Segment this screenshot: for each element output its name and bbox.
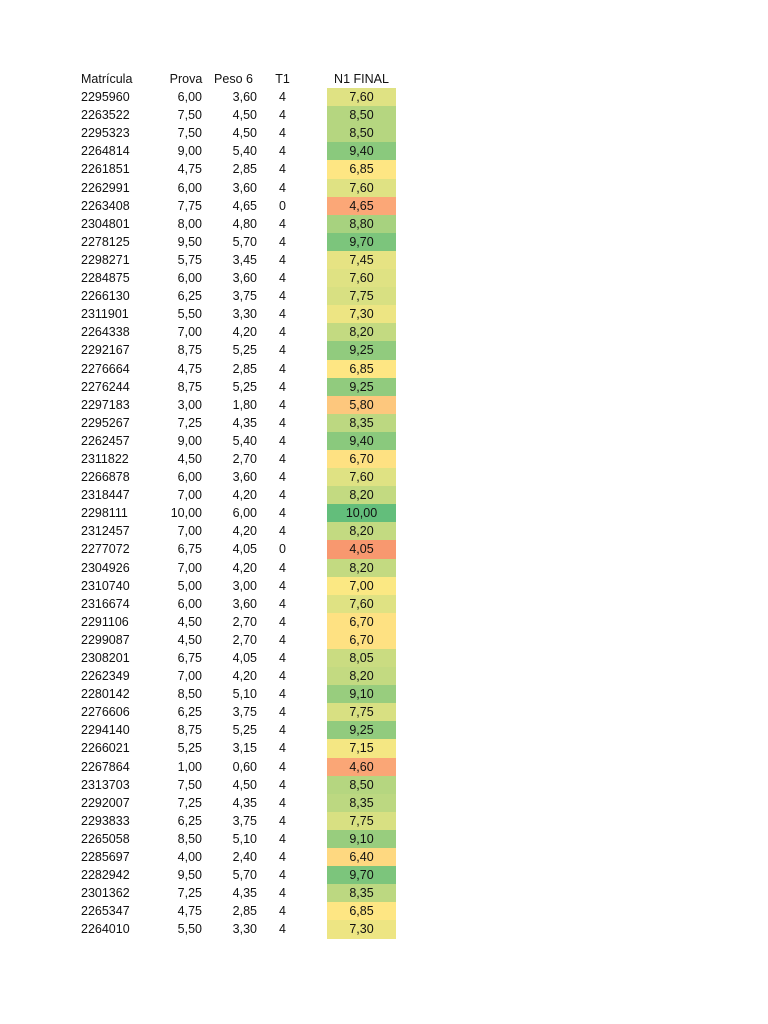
cell-prova: 7,00 [177, 488, 202, 503]
table-row [78, 631, 408, 649]
cell-matricula: 2295267 [81, 415, 130, 430]
cell-n1-final: 5,80 [327, 396, 396, 414]
cell-t1: 4 [279, 108, 286, 123]
table-row [78, 613, 408, 631]
cell-peso6: 3,30 [232, 922, 257, 937]
grades-sheet [78, 70, 408, 939]
cell-prova: 6,00 [177, 180, 202, 195]
cell-peso6: 3,75 [232, 813, 257, 828]
cell-peso6: 4,05 [232, 542, 257, 557]
cell-t1: 4 [279, 415, 286, 430]
cell-t1: 4 [279, 216, 286, 231]
cell-n1-final: 7,60 [327, 468, 396, 486]
cell-prova: 4,75 [177, 162, 202, 177]
cell-prova: 4,50 [177, 632, 202, 647]
cell-matricula: 2284875 [81, 271, 130, 286]
cell-prova: 6,25 [177, 813, 202, 828]
cell-matricula: 2301362 [81, 886, 130, 901]
cell-t1: 4 [279, 343, 286, 358]
cell-n1-final: 10,00 [327, 504, 396, 522]
cell-peso6: 4,50 [232, 126, 257, 141]
cell-peso6: 4,50 [232, 108, 257, 123]
cell-peso6: 2,70 [232, 632, 257, 647]
table-row [78, 305, 408, 323]
cell-matricula: 2262457 [81, 433, 130, 448]
cell-prova: 4,50 [177, 451, 202, 466]
cell-peso6: 4,65 [232, 198, 257, 213]
table-row [78, 848, 408, 866]
cell-n1-final: 7,15 [327, 739, 396, 757]
cell-peso6: 2,70 [232, 451, 257, 466]
cell-n1-final: 7,60 [327, 179, 396, 197]
cell-prova: 7,00 [177, 325, 202, 340]
cell-n1-final: 8,20 [327, 559, 396, 577]
cell-t1: 4 [279, 470, 286, 485]
cell-prova: 8,75 [177, 343, 202, 358]
cell-t1: 4 [279, 271, 286, 286]
cell-peso6: 5,25 [232, 343, 257, 358]
cell-prova: 4,00 [177, 850, 202, 865]
cell-prova: 6,75 [177, 542, 202, 557]
cell-n1-final: 8,50 [327, 106, 396, 124]
cell-t1: 4 [279, 560, 286, 575]
cell-prova: 7,50 [177, 777, 202, 792]
cell-n1-final: 7,30 [327, 305, 396, 323]
cell-matricula: 2266878 [81, 470, 130, 485]
cell-peso6: 4,20 [232, 488, 257, 503]
table-row [78, 559, 408, 577]
table-row [78, 486, 408, 504]
table-row [78, 233, 408, 251]
cell-peso6: 3,00 [232, 578, 257, 593]
cell-prova: 7,50 [177, 126, 202, 141]
cell-t1: 4 [279, 795, 286, 810]
cell-matricula: 2292007 [81, 795, 130, 810]
cell-peso6: 5,70 [232, 234, 257, 249]
cell-t1: 4 [279, 325, 286, 340]
cell-n1-final: 6,70 [327, 613, 396, 631]
cell-matricula: 2277072 [81, 542, 130, 557]
cell-peso6: 4,20 [232, 524, 257, 539]
cell-peso6: 4,20 [232, 560, 257, 575]
cell-peso6: 5,40 [232, 144, 257, 159]
table-row [78, 739, 408, 757]
cell-matricula: 2263522 [81, 108, 130, 123]
cell-prova: 8,75 [177, 723, 202, 738]
cell-peso6: 2,85 [232, 904, 257, 919]
cell-matricula: 2295323 [81, 126, 130, 141]
cell-n1-final: 8,50 [327, 776, 396, 794]
cell-n1-final: 6,85 [327, 360, 396, 378]
cell-peso6: 4,35 [232, 795, 257, 810]
cell-prova: 3,00 [177, 397, 202, 412]
cell-t1: 4 [279, 126, 286, 141]
table-row [78, 124, 408, 142]
cell-prova: 9,00 [177, 433, 202, 448]
cell-t1: 4 [279, 162, 286, 177]
cell-prova: 8,50 [177, 687, 202, 702]
cell-peso6: 3,30 [232, 307, 257, 322]
cell-t1: 4 [279, 488, 286, 503]
cell-prova: 4,75 [177, 361, 202, 376]
cell-n1-final: 7,00 [327, 577, 396, 595]
cell-n1-final: 6,40 [327, 848, 396, 866]
cell-prova: 7,00 [177, 524, 202, 539]
cell-t1: 4 [279, 307, 286, 322]
table-row [78, 920, 408, 938]
cell-n1-final: 9,70 [327, 866, 396, 884]
cell-prova: 8,75 [177, 379, 202, 394]
cell-matricula: 2265347 [81, 904, 130, 919]
cell-t1: 4 [279, 632, 286, 647]
table-row [78, 251, 408, 269]
cell-t1: 4 [279, 850, 286, 865]
cell-peso6: 3,60 [232, 271, 257, 286]
cell-peso6: 2,85 [232, 162, 257, 177]
cell-n1-final: 7,75 [327, 812, 396, 830]
cell-matricula: 2266130 [81, 289, 130, 304]
cell-matricula: 2264010 [81, 922, 130, 937]
cell-peso6: 4,50 [232, 777, 257, 792]
cell-n1-final: 8,80 [327, 215, 396, 233]
cell-n1-final: 9,10 [327, 685, 396, 703]
cell-n1-final: 6,85 [327, 902, 396, 920]
cell-matricula: 2261851 [81, 162, 130, 177]
table-row [78, 884, 408, 902]
cell-n1-final: 8,20 [327, 522, 396, 540]
cell-matricula: 2264338 [81, 325, 130, 340]
cell-t1: 0 [279, 198, 286, 213]
table-row [78, 685, 408, 703]
cell-matricula: 2298271 [81, 252, 130, 267]
cell-n1-final: 8,35 [327, 794, 396, 812]
cell-matricula: 2297183 [81, 397, 130, 412]
table-row [78, 197, 408, 215]
table-row [78, 812, 408, 830]
cell-n1-final: 8,20 [327, 667, 396, 685]
cell-peso6: 4,35 [232, 886, 257, 901]
cell-n1-final: 8,50 [327, 124, 396, 142]
table-row [78, 522, 408, 540]
cell-prova: 6,25 [177, 289, 202, 304]
cell-matricula: 2278125 [81, 234, 130, 249]
cell-matricula: 2304801 [81, 216, 130, 231]
cell-matricula: 2304926 [81, 560, 130, 575]
cell-prova: 10,00 [170, 506, 202, 521]
cell-peso6: 2,70 [232, 614, 257, 629]
cell-t1: 0 [279, 542, 286, 557]
cell-peso6: 5,10 [232, 687, 257, 702]
cell-t1: 4 [279, 289, 286, 304]
cell-matricula: 2282942 [81, 868, 130, 883]
cell-n1-final: 8,35 [327, 884, 396, 902]
table-row [78, 341, 408, 359]
cell-matricula: 2298111 [81, 506, 128, 521]
cell-n1-final: 6,70 [327, 450, 396, 468]
cell-prova: 6,25 [177, 705, 202, 720]
cell-prova: 5,75 [177, 252, 202, 267]
cell-t1: 4 [279, 596, 286, 611]
cell-t1: 4 [279, 904, 286, 919]
cell-peso6: 3,15 [232, 741, 257, 756]
header-matricula: Matrícula [81, 72, 133, 86]
cell-t1: 4 [279, 777, 286, 792]
table-row [78, 721, 408, 739]
cell-t1: 4 [279, 433, 286, 448]
cell-n1-final: 4,65 [327, 197, 396, 215]
cell-peso6: 4,20 [232, 325, 257, 340]
cell-matricula: 2299087 [81, 632, 130, 647]
cell-t1: 4 [279, 651, 286, 665]
cell-matricula: 2265058 [81, 831, 130, 846]
cell-prova: 9,50 [177, 234, 202, 249]
cell-prova: 5,25 [177, 741, 202, 756]
cell-t1: 4 [279, 614, 286, 629]
header-prova: Prova [169, 72, 203, 86]
cell-n1-final: 7,60 [327, 88, 396, 106]
cell-n1-final: 8,20 [327, 486, 396, 504]
cell-peso6: 3,75 [232, 705, 257, 720]
cell-matricula: 2262991 [81, 180, 130, 195]
cell-matricula: 2263408 [81, 198, 130, 213]
cell-matricula: 2291106 [81, 614, 129, 629]
cell-matricula: 2285697 [81, 850, 130, 865]
table-row [78, 160, 408, 178]
cell-t1: 4 [279, 451, 286, 466]
cell-prova: 7,25 [177, 886, 202, 901]
header-n1-final: N1 FINAL [334, 72, 389, 86]
cell-peso6: 3,60 [232, 180, 257, 195]
cell-n1-final: 7,60 [327, 269, 396, 287]
cell-t1: 4 [279, 886, 286, 901]
cell-peso6: 1,80 [232, 397, 257, 412]
cell-peso6: 3,60 [232, 470, 257, 485]
cell-n1-final: 9,70 [327, 233, 396, 251]
cell-n1-final: 9,25 [327, 721, 396, 739]
cell-prova: 7,25 [177, 795, 202, 810]
cell-matricula: 2276664 [81, 361, 130, 376]
table-row [78, 758, 408, 776]
cell-t1: 4 [279, 180, 286, 195]
cell-prova: 6,00 [177, 470, 202, 485]
cell-t1: 4 [279, 506, 286, 521]
table-row [78, 667, 408, 685]
cell-t1: 4 [279, 687, 286, 702]
table-row [78, 468, 408, 486]
table-row [78, 215, 408, 233]
table-body [78, 88, 408, 938]
table-row [78, 595, 408, 613]
table-row [78, 323, 408, 341]
table-row [78, 287, 408, 305]
cell-peso6: 4,20 [232, 669, 257, 684]
table-row [78, 794, 408, 812]
table-row [78, 830, 408, 848]
cell-t1: 4 [279, 831, 286, 846]
cell-prova: 7,50 [177, 108, 202, 123]
cell-prova: 1,00 [177, 759, 202, 774]
cell-n1-final: 9,10 [327, 830, 396, 848]
cell-n1-final: 9,25 [327, 341, 396, 359]
cell-prova: 6,00 [177, 90, 202, 105]
cell-matricula: 2293833 [81, 813, 130, 828]
cell-n1-final: 9,40 [327, 432, 396, 450]
cell-t1: 4 [279, 252, 286, 267]
table-row [78, 414, 408, 432]
cell-matricula: 2318447 [81, 488, 130, 503]
cell-peso6: 4,35 [232, 415, 257, 430]
cell-matricula: 2316674 [81, 596, 130, 611]
cell-t1: 4 [279, 144, 286, 159]
cell-peso6: 5,10 [232, 831, 257, 846]
cell-matricula: 2308201 [81, 651, 130, 665]
cell-t1: 4 [279, 813, 286, 828]
cell-prova: 7,25 [177, 415, 202, 430]
cell-peso6: 3,60 [232, 596, 257, 611]
cell-n1-final: 9,40 [327, 142, 396, 160]
cell-n1-final: 9,25 [327, 378, 396, 396]
header-row [78, 70, 408, 88]
cell-peso6: 4,80 [232, 216, 257, 231]
cell-prova: 5,00 [177, 578, 202, 593]
cell-matricula: 2310740 [81, 578, 130, 593]
table-row [78, 360, 408, 378]
cell-prova: 4,50 [177, 614, 202, 629]
cell-peso6: 5,40 [232, 433, 257, 448]
cell-t1: 4 [279, 524, 286, 539]
cell-n1-final: 6,70 [327, 631, 396, 649]
cell-peso6: 3,60 [232, 90, 257, 105]
cell-matricula: 2295960 [81, 90, 130, 105]
cell-t1: 4 [279, 868, 286, 883]
header-peso6: Peso 6 [214, 72, 253, 86]
table-row [78, 649, 408, 667]
cell-peso6: 5,25 [232, 379, 257, 394]
cell-matricula: 2292167 [81, 343, 130, 358]
cell-prova: 8,00 [177, 216, 202, 231]
cell-peso6: 2,40 [232, 850, 257, 865]
cell-t1: 4 [279, 234, 286, 249]
cell-prova: 7,00 [177, 560, 202, 575]
table-row [78, 776, 408, 794]
cell-n1-final: 8,05 [327, 649, 396, 667]
cell-prova: 4,75 [177, 904, 202, 919]
cell-prova: 5,50 [177, 307, 202, 322]
cell-n1-final: 8,35 [327, 414, 396, 432]
cell-prova: 9,00 [177, 144, 202, 159]
cell-matricula: 2312457 [81, 524, 130, 539]
cell-t1: 4 [279, 397, 286, 412]
header-t1: T1 [275, 72, 290, 86]
cell-n1-final: 6,85 [327, 160, 396, 178]
cell-n1-final: 8,20 [327, 323, 396, 341]
cell-n1-final: 7,30 [327, 920, 396, 938]
cell-n1-final: 7,75 [327, 287, 396, 305]
cell-t1: 4 [279, 922, 286, 937]
cell-matricula: 2264814 [81, 144, 130, 159]
cell-prova: 7,00 [177, 669, 202, 684]
cell-n1-final: 7,45 [327, 251, 396, 269]
cell-t1: 4 [279, 361, 286, 376]
cell-matricula: 2311822 [81, 451, 129, 466]
table-row [78, 902, 408, 920]
cell-peso6: 3,75 [232, 289, 257, 304]
cell-peso6: 2,85 [232, 361, 257, 376]
cell-matricula: 2267864 [81, 759, 130, 774]
table-row [78, 142, 408, 160]
table-row [78, 396, 408, 414]
cell-matricula: 2311901 [81, 307, 129, 322]
cell-peso6: 4,05 [232, 651, 257, 665]
cell-matricula: 2294140 [81, 723, 130, 738]
table-row [78, 504, 408, 522]
cell-prova: 6,00 [177, 271, 202, 286]
cell-matricula: 2276606 [81, 705, 130, 720]
table-row [78, 378, 408, 396]
cell-t1: 4 [279, 705, 286, 720]
table-row [78, 106, 408, 124]
cell-matricula: 2313703 [81, 777, 130, 792]
cell-prova: 7,75 [177, 198, 202, 213]
cell-matricula: 2266021 [81, 741, 130, 756]
cell-t1: 4 [279, 578, 286, 593]
table-row [78, 450, 408, 468]
table-row [78, 540, 408, 558]
cell-t1: 4 [279, 759, 286, 774]
cell-prova: 6,75 [177, 651, 202, 665]
cell-n1-final: 4,60 [327, 758, 396, 776]
cell-t1: 4 [279, 379, 286, 394]
table-row [78, 866, 408, 884]
cell-t1: 4 [279, 90, 286, 105]
cell-matricula: 2276244 [81, 379, 130, 394]
table-row [78, 577, 408, 595]
cell-n1-final: 7,60 [327, 595, 396, 613]
cell-matricula: 2262349 [81, 669, 130, 684]
table-row [78, 269, 408, 287]
cell-prova: 8,50 [177, 831, 202, 846]
cell-t1: 4 [279, 669, 286, 684]
cell-n1-final: 7,75 [327, 703, 396, 721]
cell-matricula: 2280142 [81, 687, 130, 702]
table-row [78, 88, 408, 106]
cell-n1-final: 4,05 [327, 540, 396, 558]
cell-peso6: 5,70 [232, 868, 257, 883]
table-row [78, 703, 408, 721]
cell-prova: 9,50 [177, 868, 202, 883]
cell-peso6: 5,25 [232, 723, 257, 738]
cell-peso6: 6,00 [232, 506, 257, 521]
cell-t1: 4 [279, 741, 286, 756]
cell-prova: 5,50 [177, 922, 202, 937]
cell-t1: 4 [279, 723, 286, 738]
cell-prova: 6,00 [177, 596, 202, 611]
cell-peso6: 3,45 [232, 252, 257, 267]
table-row [78, 432, 408, 450]
cell-peso6: 0,60 [232, 759, 257, 774]
table-row [78, 179, 408, 197]
